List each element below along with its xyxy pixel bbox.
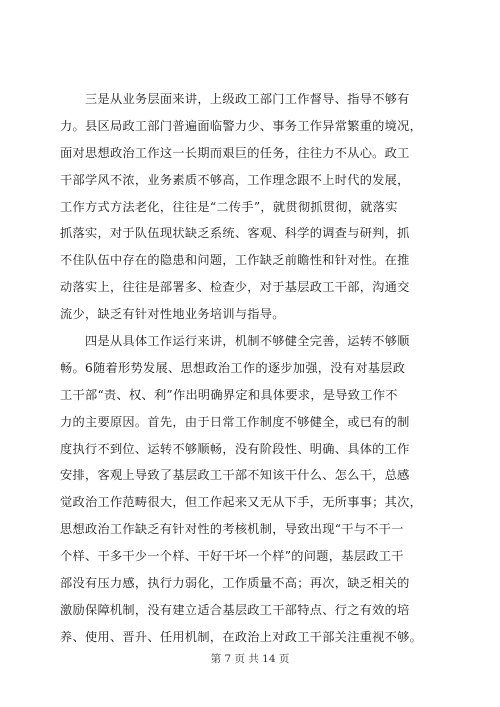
text-line: 干部学风不浓，业务素质不够高，工作理念跟不上时代的发展， [60, 172, 410, 187]
document-body [60, 86, 450, 651]
text-line: 度执行不到位、运转不够顺畅，没有阶段性、明确、具体的工作 [60, 441, 410, 456]
text-line: 动落实上，往往是部署多、检查少，对于基层政工干部，沟通交 [60, 280, 410, 295]
text-line: 四是从具体工作运行来讲，机制不够健全完善，运转不够顺 [85, 334, 410, 349]
text-line: 思想政治工作缺乏有针对性的考核机制，导致出现“干与不干一 [60, 522, 404, 537]
text-line: 觉政治工作范畴很大，但工作起来又无从下手，无所事事；其次， [60, 495, 423, 510]
text-line: 面对思想政治工作这一长期而艰巨的任务，往往力不从心。政工 [60, 145, 410, 160]
text-line: 畅。6随着形势发展、思想政治工作的逐步加强，没有对基层政 [60, 360, 406, 375]
text-line: 不住队伍中存在的隐患和问题，工作缺乏前瞻性和针对性。在推 [60, 253, 410, 268]
text-line: 力的主要原因。首先，由于日常工作制度不够健全，或已有的制 [60, 414, 410, 429]
text-line: 三是从业务层面来讲，上级政工部门工作督导、指导不够有 [85, 92, 410, 106]
text-line: 抓落实，对于队伍现状缺乏系统、客观、科学的调查与研判，抓 [60, 226, 410, 241]
text-line: 工作方式方法老化，往往是“二传手”，就贯彻抓贯彻，就落实 [60, 199, 398, 214]
text-line: 流少，缺乏有针对性地业务培训与指导。 [60, 307, 285, 322]
text-line: 安排，客观上导致了基层政工干部不知该干什么、怎么干，总感 [60, 468, 410, 483]
text-line: 部没有压力感，执行力弱化，工作质量不高；再次，缺乏相关的 [60, 576, 410, 591]
text-line: 个样、干多干少一个样、干好干坏一个样”的问题，基层政工干 [60, 549, 404, 564]
text-line: 工干部“责、权、利”作出明确界定和具体要求，是导致工作不 [60, 387, 398, 402]
page-footer: 第 7 页 共 14 页 [210, 653, 290, 665]
text-line: 养、使用、晋升、任用机制，在政治上对政工干部关注重视不够。 [60, 629, 423, 644]
paragraph-work-operation [60, 328, 450, 651]
paragraph-business-level [60, 86, 450, 328]
text-line: 力。县区局政工部门普遍面临警力少、事务工作异常繁重的境况， [60, 118, 423, 133]
text-line: 激励保障机制，没有建立适合基层政工干部特点、行之有效的培 [60, 602, 410, 617]
